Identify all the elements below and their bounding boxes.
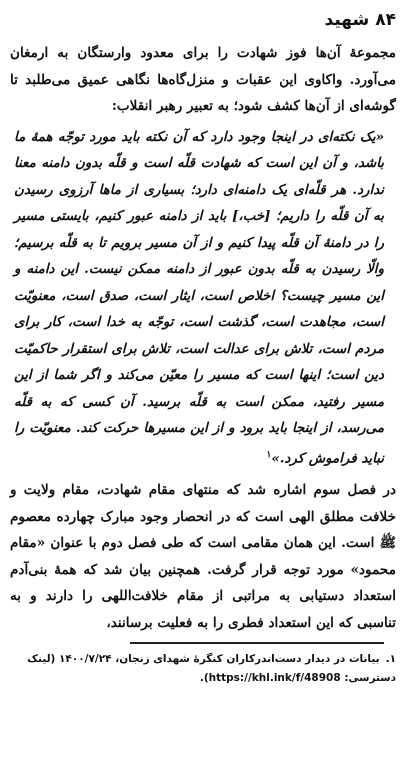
footnote-marker: ۱ xyxy=(266,449,272,460)
body-paragraph: در فصل سوم اشاره شد که منتهای مقام شهادت، مقام ولایت و خلافت مطلق الهی است که در انحصار وجود مبارک چهارده معصوم ﷺ است. این همان مقامی است که طی فصل دوم با عنوان «مقام محمود» مورد توجه قرار گرفت. همچنین بیان شد که همهٔ بنی‌آدم استعداد دستیابی به مراتبی از مقام خلافت‌اللهی را دارند و به تناسبی که این استعداد فطری را به فعلیت برسانند، xyxy=(10,482,396,631)
intro-paragraph: مجموعهٔ آن‌ها فوز شهادت را برای معدود وارستگان به ارمغان می‌آورد. واکاوی این عقبات و منزل‌گاه‌ها نگاهی عمیق می‌طلبد تا گوشه‌ای از آن‌ها کشف شود؛ به تعبیر رهبر انقلاب: xyxy=(10,45,396,114)
book-title: شهید xyxy=(324,10,370,30)
footnote-number: ۱. xyxy=(385,652,396,665)
page-number: ۸۴ xyxy=(375,10,396,30)
footnote xyxy=(10,650,396,688)
footnote-link[interactable]: https://khl.ink/f/48908 xyxy=(208,671,341,684)
footnote-text: بیانات در دیدار دست‌اندرکاران کنگرهٔ شهدای زنجان، ۱۴۰۰/۷/۲۴ (لینک دسترسی: xyxy=(27,652,396,684)
page-header xyxy=(10,10,396,40)
leader-quote xyxy=(14,124,384,472)
footnote-divider xyxy=(130,642,384,644)
quote-text: «یک نکته‌ای در اینجا وجود دارد که آن نکته باید مورد توجّه همهٔ ما باشد، و آن این است که شهادت قلّه است و قلّه بدون دامنه معنا ندارد. هر قلّه‌ای یک دامنه‌ای دارد؛ بسیاری از ما‌ها آرزوی رسیدن به آن قلّه را داریم؛ [خب،] باید از دامنه عبور کنیم، بایستی مسیر را در دامنهٔ آن قلّه پیدا کنیم و از آن مسیر برویم تا به قلّه برسیم؛ والّا رسیدن به قلّه بدون عبور از دامنه ممکن نیست. این دامنه و این مسیر چیست؟ اخلاص است، ایثار است، صدق است، معنویّت است، مجاهدت است، گذشت است، توجّه به خدا است، کار برای مردم است، تلاش برای عدالت است، تلاش برای استقرار حاکمیّت دین است؛ اینها است که مسیر را معیّن می‌کند و اگر شما از این مسیر رفتید، ممکن است به قلّه برسید. آن کسی که به قلّه می‌رسد، از اینجا باید برود و از این مسیرها حرکت کند. معنویّت را نباید فراموش کرد.» xyxy=(14,128,384,466)
footnote-closing: ). xyxy=(199,671,209,684)
